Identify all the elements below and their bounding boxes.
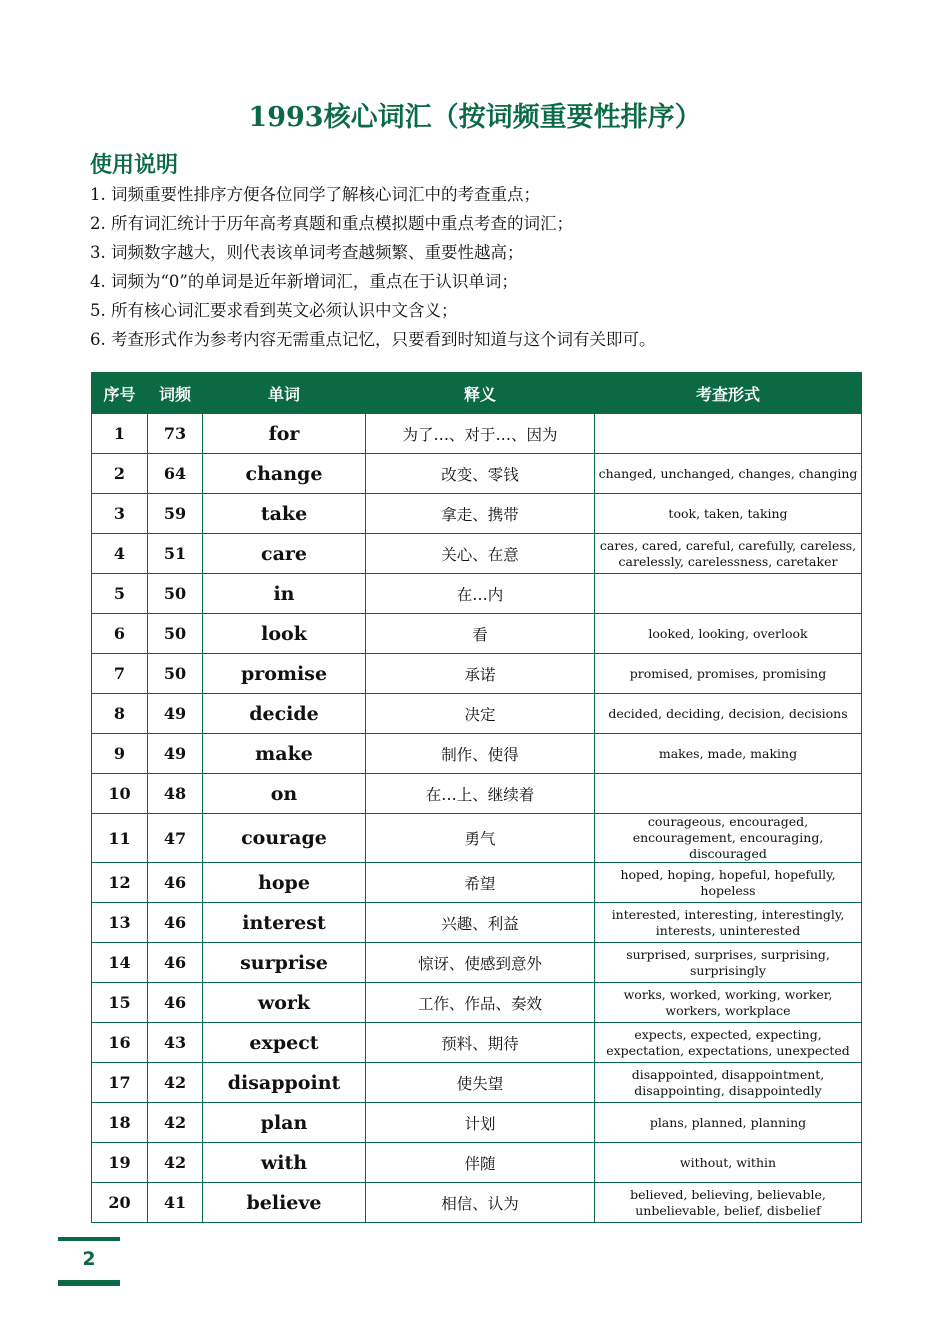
header-meaning: 释义 [366, 373, 595, 414]
row-meaning: 关心、在意 [366, 534, 595, 574]
row-test-forms: surprised, surprises, surprising, surprisingly [595, 943, 862, 983]
row-word: make [203, 734, 366, 774]
row-index: 15 [92, 983, 148, 1023]
header-word: 单词 [203, 373, 366, 414]
page-title: 1993核心词汇（按词频重要性排序） [248, 102, 702, 133]
row-meaning: 决定 [366, 694, 595, 734]
row-word: look [203, 614, 366, 654]
row-word: promise [203, 654, 366, 694]
row-word: plan [203, 1103, 366, 1143]
table-row [92, 534, 862, 574]
row-test-forms: took, taken, taking [595, 494, 862, 534]
row-frequency: 47 [148, 814, 203, 863]
row-frequency: 43 [148, 1023, 203, 1063]
table-row [92, 454, 862, 494]
table-row [92, 734, 862, 774]
table-row [92, 1063, 862, 1103]
row-test-forms: courageous, encouraged, encouragement, encouraging, discouraged [595, 814, 862, 863]
vocabulary-table [91, 372, 862, 1223]
row-test-forms: believed, believing, believable, unbelievable, belief, disbelief [595, 1183, 862, 1223]
table-row [92, 694, 862, 734]
row-word: decide [203, 694, 366, 734]
row-meaning: 伴随 [366, 1143, 595, 1183]
row-frequency: 46 [148, 903, 203, 943]
row-frequency: 51 [148, 534, 203, 574]
row-word: with [203, 1143, 366, 1183]
row-frequency: 46 [148, 943, 203, 983]
row-meaning: 为了…、对于…、因为 [366, 414, 595, 454]
row-word: surprise [203, 943, 366, 983]
row-index: 3 [92, 494, 148, 534]
row-frequency: 41 [148, 1183, 203, 1223]
row-frequency: 48 [148, 774, 203, 814]
row-index: 8 [92, 694, 148, 734]
row-meaning: 勇气 [366, 814, 595, 863]
table-row [92, 614, 862, 654]
row-index: 9 [92, 734, 148, 774]
header-index: 序号 [92, 373, 148, 414]
table-row [92, 574, 862, 614]
row-index: 14 [92, 943, 148, 983]
table-row [92, 1103, 862, 1143]
table-row [92, 903, 862, 943]
row-index: 6 [92, 614, 148, 654]
row-index: 20 [92, 1183, 148, 1223]
row-frequency: 42 [148, 1143, 203, 1183]
table-row [92, 943, 862, 983]
row-index: 13 [92, 903, 148, 943]
table-header-row [92, 373, 862, 414]
row-test-forms [595, 414, 862, 454]
row-word: believe [203, 1183, 366, 1223]
table-row [92, 1183, 862, 1223]
row-meaning: 改变、零钱 [366, 454, 595, 494]
row-meaning: 惊讶、使感到意外 [366, 943, 595, 983]
usage-note: 6. 考查形式作为参考内容无需重点记忆，只要看到时知道与这个词有关即可。 [90, 330, 656, 349]
row-frequency: 49 [148, 694, 203, 734]
row-word: courage [203, 814, 366, 863]
row-frequency: 42 [148, 1103, 203, 1143]
row-test-forms: decided, deciding, decision, decisions [595, 694, 862, 734]
row-index: 19 [92, 1143, 148, 1183]
row-index: 16 [92, 1023, 148, 1063]
header-test-forms: 考查形式 [595, 373, 862, 414]
table-row [92, 654, 862, 694]
table-row [92, 494, 862, 534]
row-meaning: 承诺 [366, 654, 595, 694]
row-test-forms [595, 574, 862, 614]
row-test-forms: expects, expected, expecting, expectation, expectations, unexpected [595, 1023, 862, 1063]
usage-note: 1. 词频重要性排序方便各位同学了解核心词汇中的考查重点； [90, 185, 540, 204]
row-test-forms: cares, cared, careful, carefully, careless, carelessly, carelessness, caretaker [595, 534, 862, 574]
usage-note: 5. 所有核心词汇要求看到英文必须认识中文含义； [90, 301, 458, 320]
usage-heading: 使用说明 [90, 152, 179, 178]
row-test-forms: hoped, hoping, hopeful, hopefully, hopeless [595, 863, 862, 903]
usage-note: 4. 词频为“0”的单词是近年新增词汇，重点在于认识单词； [90, 272, 518, 291]
row-test-forms: makes, made, making [595, 734, 862, 774]
table-row [92, 774, 862, 814]
row-word: take [203, 494, 366, 534]
row-test-forms: changed, unchanged, changes, changing [595, 454, 862, 494]
row-frequency: 46 [148, 863, 203, 903]
row-word: expect [203, 1023, 366, 1063]
table-row [92, 814, 862, 863]
row-meaning: 预料、期待 [366, 1023, 595, 1063]
usage-note: 2. 所有词汇统计于历年高考真题和重点模拟题中重点考查的词汇； [90, 214, 573, 233]
row-word: on [203, 774, 366, 814]
row-meaning: 制作、使得 [366, 734, 595, 774]
row-word: change [203, 454, 366, 494]
row-meaning: 相信、认为 [366, 1183, 595, 1223]
row-word: interest [203, 903, 366, 943]
row-word: in [203, 574, 366, 614]
usage-notes-list [90, 180, 870, 354]
row-frequency: 73 [148, 414, 203, 454]
row-frequency: 59 [148, 494, 203, 534]
table-row [92, 1023, 862, 1063]
table-row [92, 1143, 862, 1183]
row-frequency: 50 [148, 654, 203, 694]
table-row [92, 863, 862, 903]
row-meaning: 在…上、继续着 [366, 774, 595, 814]
row-test-forms: disappointed, disappointment, disappointing, disappointedly [595, 1063, 862, 1103]
row-meaning: 看 [366, 614, 595, 654]
row-word: for [203, 414, 366, 454]
row-meaning: 工作、作品、奏效 [366, 983, 595, 1023]
page-number-rule-top [58, 1237, 120, 1241]
usage-note: 3. 词频数字越大，则代表该单词考查越频繁、重要性越高； [90, 243, 524, 262]
row-meaning: 希望 [366, 863, 595, 903]
row-meaning: 兴趣、利益 [366, 903, 595, 943]
row-index: 4 [92, 534, 148, 574]
row-test-forms: works, worked, working, worker, workers, workplace [595, 983, 862, 1023]
row-word: hope [203, 863, 366, 903]
row-word: work [203, 983, 366, 1023]
row-frequency: 46 [148, 983, 203, 1023]
row-index: 11 [92, 814, 148, 863]
row-index: 7 [92, 654, 148, 694]
row-test-forms: plans, planned, planning [595, 1103, 862, 1143]
table-row [92, 414, 862, 454]
table-body [92, 414, 862, 1223]
row-test-forms: without, within [595, 1143, 862, 1183]
row-test-forms: looked, looking, overlook [595, 614, 862, 654]
row-word: disappoint [203, 1063, 366, 1103]
header-frequency: 词频 [148, 373, 203, 414]
row-frequency: 50 [148, 574, 203, 614]
row-meaning: 在…内 [366, 574, 595, 614]
row-test-forms: interested, interesting, interestingly, interests, uninterested [595, 903, 862, 943]
row-index: 17 [92, 1063, 148, 1103]
row-index: 1 [92, 414, 148, 454]
row-word: care [203, 534, 366, 574]
row-meaning: 拿走、携带 [366, 494, 595, 534]
table-row [92, 983, 862, 1023]
row-index: 10 [92, 774, 148, 814]
page-number-rule-bottom [58, 1280, 120, 1286]
row-index: 2 [92, 454, 148, 494]
row-index: 18 [92, 1103, 148, 1143]
row-frequency: 49 [148, 734, 203, 774]
row-meaning: 计划 [366, 1103, 595, 1143]
row-test-forms [595, 774, 862, 814]
row-index: 5 [92, 574, 148, 614]
row-test-forms: promised, promises, promising [595, 654, 862, 694]
row-index: 12 [92, 863, 148, 903]
row-frequency: 64 [148, 454, 203, 494]
page-number: 2 [82, 1248, 96, 1270]
row-frequency: 42 [148, 1063, 203, 1103]
row-frequency: 50 [148, 614, 203, 654]
row-meaning: 使失望 [366, 1063, 595, 1103]
